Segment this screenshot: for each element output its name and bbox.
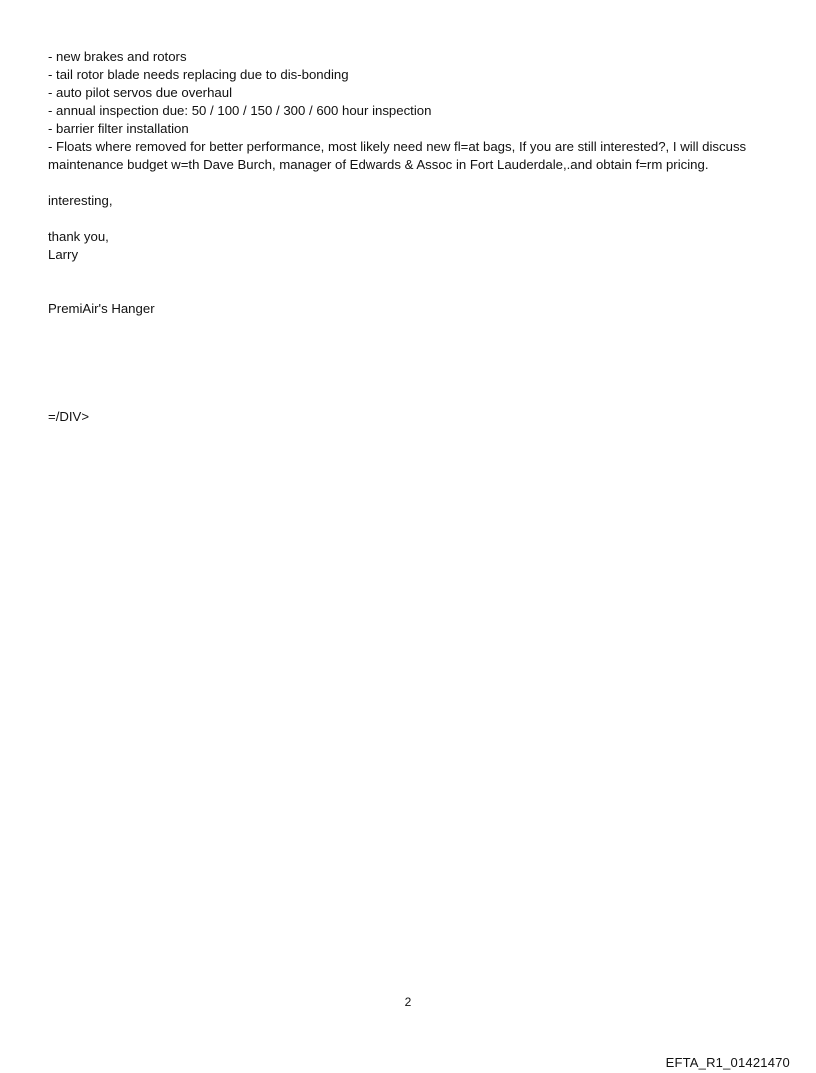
list-item: - barrier filter installation — [48, 121, 189, 136]
signature-name: Larry — [48, 247, 79, 262]
closing-text: thank you, — [48, 229, 109, 244]
list-item: - tail rotor blade needs replacing due to dis-bonding — [48, 67, 349, 82]
list-item: - auto pilot servos due overhaul — [48, 85, 233, 100]
spacer — [48, 318, 778, 408]
email-body — [48, 48, 778, 426]
spacer — [48, 264, 778, 300]
list-item: - annual inspection due: 50 / 100 / 150 / 300 / 600 hour inspection — [48, 103, 432, 118]
trailing-markup: =/DIV> — [48, 409, 90, 424]
spacer — [48, 210, 778, 228]
page-number: 2 — [404, 995, 412, 1009]
company-name: PremiAir's Hanger — [48, 301, 155, 316]
list-item: - new brakes and rotors — [48, 49, 187, 64]
remark-text: interesting, — [48, 193, 113, 208]
spacer — [48, 174, 778, 192]
list-item: - Floats where removed for better performance, most likely need new fl=at bags, If you are still interested?, I will discuss maintenance budget w=th Dave Burch, manager of Edwards & Assoc in Fort Lauderdale,.and obtain f=rm pricing. — [48, 139, 747, 172]
document-id: EFTA_R1_01421470 — [665, 1055, 790, 1070]
